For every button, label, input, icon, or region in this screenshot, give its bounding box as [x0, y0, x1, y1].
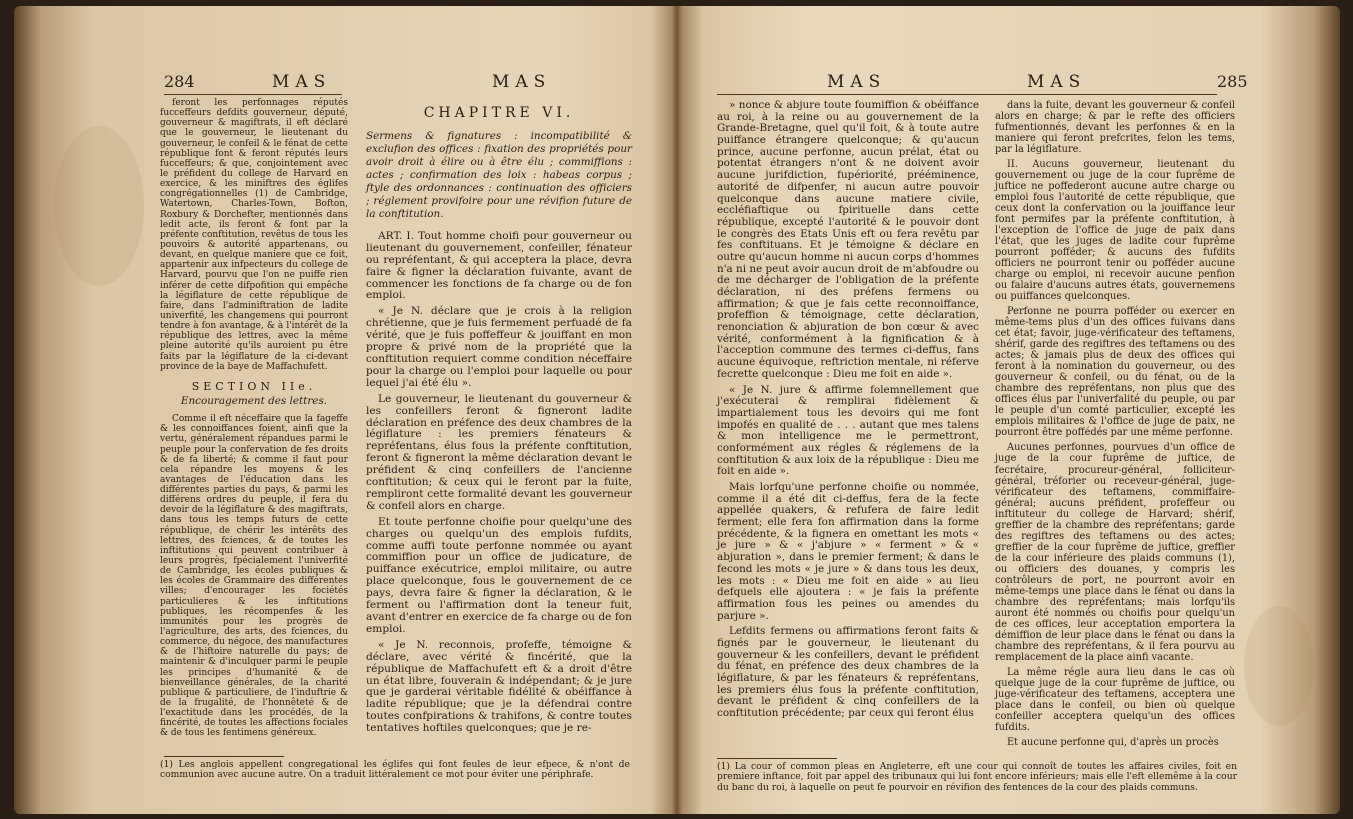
- left-page: [14, 6, 677, 814]
- paragraph: ART. I. Tout homme choifi pour gouverneur ou lieutenant du gouvernement, confeiller, fénateur ou repréfentant, & qui acceptera la place, devra faire & figner la déclaration fuivante, avant de commencer les fonctions de fa charge ou de fon emploi.: [366, 229, 632, 302]
- chapter-title: CHAPITRE VI.: [423, 105, 575, 121]
- right-col1: [717, 100, 979, 724]
- paragraph: Aucunes perfonnes, pourvues d'un office de juge de la cour fuprême de juftice, de fecrétaire, procureur-général, folliciteur-général, tréforier ou receveur-général, juge-vérificateur des teftamens, commiffaire-général; aucuns préfident, profeffeur ou inftituteur du college de Harvard; shérif, greffier de la chambre des repréfentans; garde des regiftres des teftamens ou des actes; greffier de la cour fuprême de juftice, greffier de la cour inférieure des plaids communs (1), ou officiers des douanes, y compris les contrôleurs de port, ne pourront avoir en même-temps une place dans le fénat ou dans la chambre des repréfentans; mais lorfqu'ils auront été nommés ou choifis pour quelqu'un de ces offices, leur acceptation emportera la démiffion de leur place dans le fénat ou dans la chambre des repréfentans, & il fera pourvu au remplacement de la place ainfi vacante.: [995, 442, 1235, 663]
- paragraph: Et toute perfonne choifie pour quelqu'une des charges ou quelqu'un des emplois fufdits, comme auffi toute perfonne nommée ou ayant commiffion pour un office de judicature, de puiffance exécutrice, emploi militaire, ou autre place quelconque, fous le gouvernement de ce pays, devra faire & figner la déclaration, & le ferment ou l'affirmation dont la teneur fuit, avant d'entrer en exercice de fa charge ou de fon emploi.: [366, 515, 632, 635]
- paragraph: » nonce & abjure toute foumiffion & obéiffance au roi, à la reine ou au gouvernement de la Grande-Bretagne, quel qu'il foit, & à toute autre puiffance étrangere quelconque; & qu'aucun prince, aucune perfonne, aucun prélat, état ou potentat étrangers n'ont & ne doivent avoir aucune jurifdiction, fupériorité, prééminence, autorité de difpenfer, ni aucun autre pouvoir quelconque dans aucune matiere civile, eccléfiaftique ou fpirituelle dans cette république, excepté l'autorité & le pouvoir dont le congrès des Etats Unis eft ou fera revêtu par fes conftituans. Et je témoigne & déclare en outre qu'aucun homme ni aucun corps d'hommes n'a ni ne peut avoir aucun droit de m'abfoudre ou de me décharger de l'obligation de la préfente déclaration, ni des préfens fermens ou affirmation; & que je fais cette reconnoiffance, profeffion & témoignage, cette déclaration, renonciation & abjuration de bon cœur & avec vérité, conformément à la fignification & à l'acception commune des termes ci-deffus, fans aucune équivoque, reftriction mentale, ni réferve fecrette quelconque : Dieu me foit en aide ».: [717, 99, 979, 380]
- footnote: (1) Les anglois appellent congregational les églifes qui font feules de leur efpece, & n'ont de communion avec aucune autre. On a traduit littéralement ce mot pour éviter une périphrafe.: [160, 759, 630, 781]
- right-col2: [995, 100, 1235, 752]
- paragraph: Mais lorfqu'une perfonne choifie ou nommée, comme il a été dit ci-deffus, fera de la fecte appellée quakers, & refufera de faire ledit ferment; elle fera fon affirmation dans la forme précédente, & la fignera en omettant les mots « je jure » & « j'abjure » « ferment » & « abjuration », dans le premier ferment; & dans le fecond les mots « je jure » & dans tous les deux, les mots : « Dieu me foit en aide » au lieu defquels elle ajoutera : « je fais la préfente affirmation fous les peines ou amendes du parjure ».: [717, 481, 979, 622]
- head-rule: [717, 94, 1217, 95]
- footnote: (1) La cour of common pleas en Angleterre, eft une cour qui connoît de toutes les affaires civiles, foit en premiere inftance, foit par appel des tribunaux qui lui font encore inférieurs; mais elle l'eft ellemême à la cour du banc du roi, à laquelle on peut fe pourvoir en révifion des fentences de la cour des plaids communs.: [717, 761, 1237, 793]
- paragraph: « Je N. déclare que je crois à la religion chrétienne, que je fuis fermement perfuadé de fa vérité, que je fuis poffeffeur & jouiffant en mon propre & privé nom de la propriété que la conftitution requiert comme condition néceffaire pour la charge ou l'emploi pour laquelle ou pour lequel j'ai été élu ».: [366, 305, 632, 389]
- book-spread: [14, 6, 1340, 814]
- section-title: SECTION IIe.: [191, 379, 317, 393]
- paragraph: Le gouverneur, le lieutenant du gouverneur & les confeillers feront & figneront ladite déclaration en préfence des deux chambres de la légiflature : les premiers fénateurs & repréfentans, élus fous la préfente conftitution, feront & figneront la même déclaration devant le préfident & cinq confeillers de l'ancienne conftitution; & ceux qui le feront par la fuite, rempliront cette formalité devant les gouverneur & confeil alors en charge.: [366, 392, 632, 512]
- paragraph: Lefdits fermens ou affirmations feront faits & fignés par le gouverneur, le lieutenant du gouverneur & les confeillers, devant le préfident du fénat, en préfence des deux chambres de la légiflature, & par les fénateurs & repréfentans, les premiers élus fous la préfente conftitution, devant le préfident & cinq confeillers de la conftitution précédente; par ceux qui feront élus: [717, 625, 979, 720]
- footnote-rule: [164, 756, 284, 757]
- chapter-summary: Sermens & fignatures : incompatibilité & exclufion des offices : fixation des propriétés pour avoir droit à élire ou à être élu ; commiffions : actes ; confirmation des loix : habeas corpus ; ftyle des ordonnances : continuation des officiers ; réglement provifoire pour une révifion future de la conftitution.: [366, 129, 632, 220]
- paragraph: II. Aucuns gouverneur, lieutenant du gouvernement ou juge de la cour fuprême de juftice ne poffederont aucune autre charge ou emploi fous l'autorité de cette république, que ceux dont la confervation ou la jouiffance leur font permifes par la préfente conftitution, à l'exception de l'office de juge de paix dans l'état, que les juges de ladite cour fuprême pourront pofféder; & aucuns des fufdits officiers ne pourront tenir ou pofféder aucune charge ou emploi, ni recevoir aucune penfion ou falaire d'aucuns autres états, gouvernemens ou puiffances quelconques.: [995, 159, 1235, 303]
- paragraph: dans la fuite, devant les gouverneur & confeil alors en charge; & par le refte des officiers fufmentionnés, devant les perfonnes & en la maniere qui feront prefcrites, felon les tems, par la légiflature.: [995, 100, 1235, 156]
- paragraph: « Je N. reconnois, profeffe, témoigne & déclare, avec vérité & fincérité, que la république de Maffachufett eft & a droit d'être un état libre, fouverain & indépendant; & je jure que je garderai véritable fidélité & obéiffance à ladite république; que je la défendrai contre toutes confpirations & trahifons, & contre toutes tentatives hoftiles quelconques; que je re-: [366, 638, 632, 735]
- paragraph: feront les perfonnages réputés fucceffeurs defdits gouverneur, député, gouverneur & magiftrats, il eft déclaré que le gouverneur, le lieutenant du gouverneur, le confeil & le fénat de cette république font & feront réputés leurs fucceffeurs; & que, conjointement avec le préfident du college de Harvard en exercice, & les miniftres des églifes congrégationnelles (1) de Cambridge, Watertown, Charles-Town, Bofton, Roxbury & Dorchefter, mentionnés dans ledit acte, ils feront & font par la préfente conftitution, revêtus de tous les pouvoirs & autorité appartenans, ou devant, en quelque maniere que ce foit, appartenir aux infpecteurs du college de Harvard, pourvu que l'on ne puiffe rien inférer de cette difpofition qui empêche la légiflature de cette république de faire, dans l'adminiftration de ladite univerfité, les changemens qui pourront tendre à fon avantage, & à l'intérêt de la république des lettres, avec la même pleine autorité qu'ils auroient pu être faits par la légiflature de la ci-devant province de la baye de Maffachufett.: [160, 98, 348, 372]
- running-head-col2: MAS: [1027, 72, 1087, 92]
- page-number: 285: [1217, 72, 1248, 91]
- running-head: MAS: [272, 72, 332, 92]
- right-page: [677, 6, 1340, 814]
- page-number: 284: [164, 72, 195, 91]
- paragraph: Comme il eft néceffaire que la fageffe & les connoiffances foient, ainfi que la vertu, généralement répandues parmi le peuple pour la confervation de fes droits & de fa liberté; & comme il faut pour cela répandre les moyens & les avantages de l'éducation dans les différentes parties du pays, & parmi les différens ordres du peuple, il fera du devoir de la légiflature & des magiftrats, dans tous les temps futurs de cette république, de chérir les intérêts des lettres, des fciences, & de toutes les inftitutions qui peuvent contribuer à leurs progrès, fpécialement l'univerfité de Cambridge, les écoles publiques & les écoles de Grammaire des différentes villes; d'encourager les fociétés particulieres & les inftitutions publiques, les récompenfes & les immunités pour les progrès de l'agriculture, des arts, des fciences, du commerce, du négoce, des manufactures & de l'hiftoire naturelle du pays; de maintenir & d'inculquer parmi le peuple les principes d'humanité & de bienveillance générales, de la charité publique & particuliere, de l'induftrie & de la frugalité, de l'honnêteté & de l'exactitude dans les procédés, de la fincérité, de toutes les affections fociales & de tous les fentimens généreux.: [160, 414, 348, 739]
- left-col1: [160, 98, 348, 743]
- paragraph: La même régle aura lieu dans le cas où quelque juge de la cour fuprême de juftice, ou juge-vérificateur des teftamens, acceptera une place dans le confeil, ou bien où quelque confeiller acceptera quelqu'un des offices fufdits.: [995, 666, 1235, 733]
- running-head-col2: MAS: [492, 72, 552, 92]
- running-head: MAS: [827, 72, 887, 92]
- paragraph: Et aucune perfonne qui, d'après un procès: [1007, 736, 1219, 748]
- paragraph: « Je N. jure & affirme folemnellement que j'exécuterai & remplirai fidèlement & impartialement tous les devoirs qui me font impofés en qualité de . . . autant que mes talens & mon intelligence me le permettront, conformément aux régles & réglemens de la conftitution & aux loix de la république : Dieu me foit en aide ».: [717, 383, 979, 478]
- section-subtitle: Encouragement des lettres.: [180, 394, 328, 407]
- left-col2: [366, 106, 632, 739]
- footnote-rule: [717, 758, 837, 759]
- paragraph: Perfonne ne pourra pofféder ou exercer en même-tems plus d'un des offices fuivans dans cet état; favoir, juge-vérificateur des teftamens, shérif, garde des regiftres des teftamens ou des actes; & jamais plus de deux des offices qui feront à la nomination du gouverneur, ou des gouverneur & confeil, ou du fénat, ou de la chambre des repréfentans, non plus que des offices élus par l'univerfalité du peuple, ou par le peuple d'un comté particulier, excepté les emplois militaires & l'office de juge de paix, ne pourront être poffédés par une même perfonne.: [995, 306, 1235, 439]
- head-rule: [164, 94, 342, 95]
